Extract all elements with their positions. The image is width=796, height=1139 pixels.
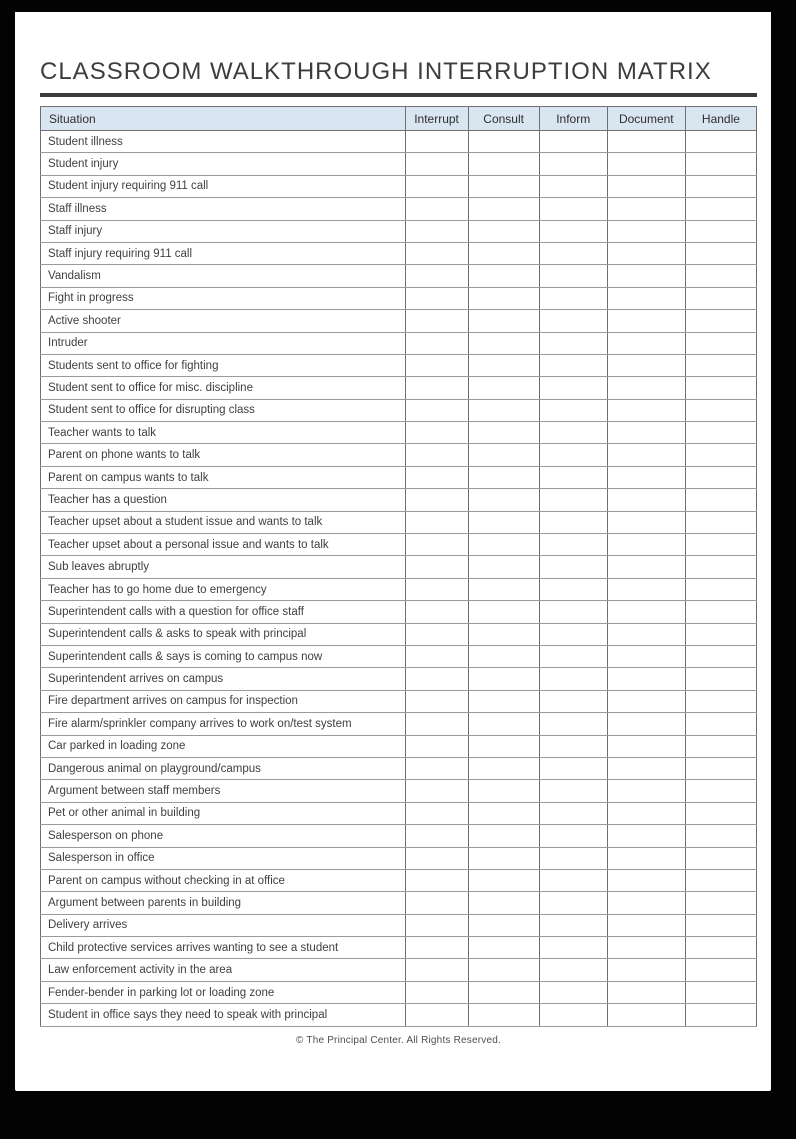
table-row <box>41 668 757 690</box>
interrupt-cell <box>405 713 468 735</box>
interrupt-cell <box>405 489 468 511</box>
situation-cell: Teacher has to go home due to emergency <box>41 578 406 600</box>
consult-cell <box>468 668 539 690</box>
consult-cell <box>468 757 539 779</box>
interrupt-cell <box>405 825 468 847</box>
interrupt-cell <box>405 242 468 264</box>
inform-cell <box>539 892 607 914</box>
inform-cell <box>539 377 607 399</box>
table-row <box>41 959 757 981</box>
consult-cell <box>468 399 539 421</box>
interrupt-cell <box>405 287 468 309</box>
consult-cell <box>468 825 539 847</box>
handle-cell <box>685 780 756 802</box>
page-content <box>40 12 757 1046</box>
interrupt-cell <box>405 377 468 399</box>
situation-cell: Law enforcement activity in the area <box>41 959 406 981</box>
inform-cell <box>539 287 607 309</box>
table-row <box>41 757 757 779</box>
inform-cell <box>539 668 607 690</box>
document-cell <box>607 489 685 511</box>
document-cell <box>607 645 685 667</box>
handle-cell <box>685 735 756 757</box>
interrupt-cell <box>405 1004 468 1026</box>
consult-cell <box>468 198 539 220</box>
inform-cell <box>539 175 607 197</box>
column-header-consult: Consult <box>468 107 539 131</box>
consult-cell <box>468 534 539 556</box>
handle-cell <box>685 422 756 444</box>
inform-cell <box>539 556 607 578</box>
interrupt-cell <box>405 422 468 444</box>
document-cell <box>607 780 685 802</box>
handle-cell <box>685 287 756 309</box>
table-row <box>41 892 757 914</box>
consult-cell <box>468 623 539 645</box>
inform-cell <box>539 623 607 645</box>
consult-cell <box>468 377 539 399</box>
document-cell <box>607 825 685 847</box>
table-row <box>41 265 757 287</box>
consult-cell <box>468 310 539 332</box>
document-cell <box>607 310 685 332</box>
handle-cell <box>685 354 756 376</box>
table-row <box>41 287 757 309</box>
document-cell <box>607 668 685 690</box>
consult-cell <box>468 959 539 981</box>
consult-cell <box>468 153 539 175</box>
table-row <box>41 511 757 533</box>
consult-cell <box>468 242 539 264</box>
table-row <box>41 869 757 891</box>
situation-cell: Parent on phone wants to talk <box>41 444 406 466</box>
inform-cell <box>539 959 607 981</box>
situation-cell: Student injury <box>41 153 406 175</box>
inform-cell <box>539 220 607 242</box>
table-row <box>41 780 757 802</box>
interrupt-cell <box>405 668 468 690</box>
situation-cell: Staff injury <box>41 220 406 242</box>
situation-cell: Sub leaves abruptly <box>41 556 406 578</box>
table-row <box>41 1004 757 1026</box>
interrupt-cell <box>405 869 468 891</box>
table-row <box>41 310 757 332</box>
consult-cell <box>468 220 539 242</box>
inform-cell <box>539 869 607 891</box>
situation-cell: Argument between staff members <box>41 780 406 802</box>
inform-cell <box>539 131 607 153</box>
consult-cell <box>468 780 539 802</box>
inform-cell <box>539 242 607 264</box>
handle-cell <box>685 623 756 645</box>
handle-cell <box>685 489 756 511</box>
inform-cell <box>539 399 607 421</box>
situation-cell: Child protective services arrives wanting to see a student <box>41 937 406 959</box>
handle-cell <box>685 556 756 578</box>
document-cell <box>607 399 685 421</box>
situation-cell: Salesperson in office <box>41 847 406 869</box>
document-cell <box>607 265 685 287</box>
handle-cell <box>685 444 756 466</box>
situation-cell: Teacher has a question <box>41 489 406 511</box>
document-cell <box>607 847 685 869</box>
document-cell <box>607 131 685 153</box>
table-row <box>41 623 757 645</box>
inform-cell <box>539 645 607 667</box>
situation-cell: Staff injury requiring 911 call <box>41 242 406 264</box>
handle-cell <box>685 175 756 197</box>
situation-cell: Active shooter <box>41 310 406 332</box>
interrupt-cell <box>405 601 468 623</box>
situation-cell: Student in office says they need to speak with principal <box>41 1004 406 1026</box>
handle-cell <box>685 242 756 264</box>
page-title: CLASSROOM WALKTHROUGH INTERRUPTION MATRIX <box>40 58 712 85</box>
copyright-note: © The Principal Center. All Rights Reserved. <box>296 1034 501 1046</box>
interrupt-cell <box>405 690 468 712</box>
interrupt-cell <box>405 780 468 802</box>
handle-cell <box>685 869 756 891</box>
consult-cell <box>468 354 539 376</box>
consult-cell <box>468 578 539 600</box>
column-header-handle: Handle <box>685 107 756 131</box>
situation-cell: Teacher upset about a student issue and wants to talk <box>41 511 406 533</box>
document-page <box>15 12 771 1091</box>
inform-cell <box>539 601 607 623</box>
document-cell <box>607 444 685 466</box>
inform-cell <box>539 489 607 511</box>
table-row <box>41 802 757 824</box>
handle-cell <box>685 1004 756 1026</box>
header-row <box>41 107 757 131</box>
handle-cell <box>685 847 756 869</box>
handle-cell <box>685 198 756 220</box>
inform-cell <box>539 444 607 466</box>
document-cell <box>607 556 685 578</box>
handle-cell <box>685 377 756 399</box>
handle-cell <box>685 757 756 779</box>
handle-cell <box>685 601 756 623</box>
interrupt-cell <box>405 757 468 779</box>
situation-cell: Students sent to office for fighting <box>41 354 406 376</box>
table-row <box>41 489 757 511</box>
inform-cell <box>539 354 607 376</box>
document-cell <box>607 623 685 645</box>
inform-cell <box>539 153 607 175</box>
consult-cell <box>468 466 539 488</box>
handle-cell <box>685 981 756 1003</box>
table-body <box>41 131 757 1027</box>
inform-cell <box>539 937 607 959</box>
document-cell <box>607 892 685 914</box>
document-cell <box>607 198 685 220</box>
interrupt-cell <box>405 534 468 556</box>
interrupt-cell <box>405 645 468 667</box>
consult-cell <box>468 332 539 354</box>
inform-cell <box>539 914 607 936</box>
table-row <box>41 332 757 354</box>
interrupt-cell <box>405 354 468 376</box>
inform-cell <box>539 466 607 488</box>
situation-cell: Car parked in loading zone <box>41 735 406 757</box>
situation-cell: Fire department arrives on campus for inspection <box>41 690 406 712</box>
inform-cell <box>539 735 607 757</box>
situation-cell: Fire alarm/sprinkler company arrives to work on/test system <box>41 713 406 735</box>
consult-cell <box>468 131 539 153</box>
inform-cell <box>539 422 607 444</box>
interrupt-cell <box>405 802 468 824</box>
table-row <box>41 242 757 264</box>
interrupt-cell <box>405 131 468 153</box>
interrupt-cell <box>405 153 468 175</box>
situation-cell: Dangerous animal on playground/campus <box>41 757 406 779</box>
interrupt-cell <box>405 399 468 421</box>
document-cell <box>607 153 685 175</box>
document-cell <box>607 242 685 264</box>
inform-cell <box>539 534 607 556</box>
interrupt-cell <box>405 466 468 488</box>
handle-cell <box>685 310 756 332</box>
document-cell <box>607 914 685 936</box>
handle-cell <box>685 265 756 287</box>
table-row <box>41 981 757 1003</box>
inform-cell <box>539 825 607 847</box>
consult-cell <box>468 556 539 578</box>
handle-cell <box>685 534 756 556</box>
table-row <box>41 198 757 220</box>
situation-cell: Teacher upset about a personal issue and wants to talk <box>41 534 406 556</box>
column-header-situation: Situation <box>41 107 406 131</box>
interrupt-cell <box>405 511 468 533</box>
consult-cell <box>468 892 539 914</box>
situation-cell: Intruder <box>41 332 406 354</box>
inform-cell <box>539 757 607 779</box>
table-row <box>41 937 757 959</box>
table-row <box>41 175 757 197</box>
situation-cell: Vandalism <box>41 265 406 287</box>
situation-cell: Superintendent arrives on campus <box>41 668 406 690</box>
table-row <box>41 399 757 421</box>
column-header-inform: Inform <box>539 107 607 131</box>
document-cell <box>607 959 685 981</box>
table-row <box>41 466 757 488</box>
inform-cell <box>539 198 607 220</box>
document-cell <box>607 981 685 1003</box>
consult-cell <box>468 802 539 824</box>
consult-cell <box>468 489 539 511</box>
situation-cell: Argument between parents in building <box>41 892 406 914</box>
inform-cell <box>539 847 607 869</box>
table-row <box>41 690 757 712</box>
table-row <box>41 131 757 153</box>
table-row <box>41 713 757 735</box>
situation-cell: Superintendent calls & says is coming to campus now <box>41 645 406 667</box>
handle-cell <box>685 713 756 735</box>
inform-cell <box>539 780 607 802</box>
table-row <box>41 220 757 242</box>
handle-cell <box>685 511 756 533</box>
consult-cell <box>468 847 539 869</box>
inform-cell <box>539 1004 607 1026</box>
interrupt-cell <box>405 198 468 220</box>
document-cell <box>607 869 685 891</box>
inform-cell <box>539 981 607 1003</box>
handle-cell <box>685 690 756 712</box>
document-cell <box>607 601 685 623</box>
document-cell <box>607 511 685 533</box>
handle-cell <box>685 825 756 847</box>
interrupt-cell <box>405 556 468 578</box>
situation-cell: Student sent to office for disrupting class <box>41 399 406 421</box>
handle-cell <box>685 466 756 488</box>
interrupt-cell <box>405 444 468 466</box>
table-row <box>41 354 757 376</box>
consult-cell <box>468 937 539 959</box>
situation-cell: Student illness <box>41 131 406 153</box>
title-underline <box>40 93 757 97</box>
inform-cell <box>539 511 607 533</box>
document-cell <box>607 1004 685 1026</box>
document-cell <box>607 354 685 376</box>
handle-cell <box>685 153 756 175</box>
table-row <box>41 735 757 757</box>
handle-cell <box>685 131 756 153</box>
interrupt-cell <box>405 735 468 757</box>
consult-cell <box>468 713 539 735</box>
interrupt-cell <box>405 981 468 1003</box>
interrupt-cell <box>405 332 468 354</box>
handle-cell <box>685 332 756 354</box>
document-cell <box>607 422 685 444</box>
table-row <box>41 444 757 466</box>
interrupt-cell <box>405 310 468 332</box>
situation-cell: Student sent to office for misc. discipline <box>41 377 406 399</box>
handle-cell <box>685 914 756 936</box>
situation-cell: Parent on campus wants to talk <box>41 466 406 488</box>
handle-cell <box>685 802 756 824</box>
handle-cell <box>685 959 756 981</box>
situation-cell: Superintendent calls & asks to speak with principal <box>41 623 406 645</box>
consult-cell <box>468 444 539 466</box>
document-cell <box>607 377 685 399</box>
handle-cell <box>685 937 756 959</box>
interrupt-cell <box>405 220 468 242</box>
consult-cell <box>468 511 539 533</box>
consult-cell <box>468 601 539 623</box>
inform-cell <box>539 310 607 332</box>
handle-cell <box>685 399 756 421</box>
consult-cell <box>468 265 539 287</box>
table-header <box>41 107 757 131</box>
interrupt-cell <box>405 847 468 869</box>
situation-cell: Teacher wants to talk <box>41 422 406 444</box>
document-cell <box>607 735 685 757</box>
interrupt-cell <box>405 937 468 959</box>
table-row <box>41 645 757 667</box>
consult-cell <box>468 645 539 667</box>
consult-cell <box>468 690 539 712</box>
interrupt-cell <box>405 578 468 600</box>
inform-cell <box>539 265 607 287</box>
interrupt-cell <box>405 175 468 197</box>
consult-cell <box>468 287 539 309</box>
document-cell <box>607 534 685 556</box>
interrupt-cell <box>405 265 468 287</box>
situation-cell: Salesperson on phone <box>41 825 406 847</box>
table-row <box>41 534 757 556</box>
situation-cell: Staff illness <box>41 198 406 220</box>
situation-cell: Student injury requiring 911 call <box>41 175 406 197</box>
column-header-interrupt: Interrupt <box>405 107 468 131</box>
document-cell <box>607 578 685 600</box>
consult-cell <box>468 914 539 936</box>
document-cell <box>607 332 685 354</box>
document-cell <box>607 713 685 735</box>
table-row <box>41 377 757 399</box>
table-row <box>41 153 757 175</box>
interruption-matrix-table <box>40 106 757 1027</box>
situation-cell: Delivery arrives <box>41 914 406 936</box>
document-cell <box>607 466 685 488</box>
interrupt-cell <box>405 892 468 914</box>
document-cell <box>607 287 685 309</box>
consult-cell <box>468 175 539 197</box>
table-row <box>41 847 757 869</box>
document-cell <box>607 690 685 712</box>
situation-cell: Pet or other animal in building <box>41 802 406 824</box>
interrupt-cell <box>405 914 468 936</box>
inform-cell <box>539 802 607 824</box>
consult-cell <box>468 1004 539 1026</box>
consult-cell <box>468 981 539 1003</box>
handle-cell <box>685 645 756 667</box>
interrupt-cell <box>405 623 468 645</box>
table-row <box>41 825 757 847</box>
table-row <box>41 422 757 444</box>
document-cell <box>607 220 685 242</box>
interrupt-cell <box>405 959 468 981</box>
handle-cell <box>685 578 756 600</box>
table-row <box>41 601 757 623</box>
document-cell <box>607 175 685 197</box>
table-row <box>41 578 757 600</box>
document-cell <box>607 937 685 959</box>
handle-cell <box>685 220 756 242</box>
situation-cell: Parent on campus without checking in at office <box>41 869 406 891</box>
document-cell <box>607 802 685 824</box>
table-row <box>41 914 757 936</box>
table-row <box>41 556 757 578</box>
consult-cell <box>468 869 539 891</box>
handle-cell <box>685 668 756 690</box>
inform-cell <box>539 690 607 712</box>
consult-cell <box>468 735 539 757</box>
inform-cell <box>539 578 607 600</box>
column-header-document: Document <box>607 107 685 131</box>
handle-cell <box>685 892 756 914</box>
inform-cell <box>539 332 607 354</box>
situation-cell: Superintendent calls with a question for office staff <box>41 601 406 623</box>
consult-cell <box>468 422 539 444</box>
situation-cell: Fender-bender in parking lot or loading zone <box>41 981 406 1003</box>
inform-cell <box>539 713 607 735</box>
situation-cell: Fight in progress <box>41 287 406 309</box>
document-cell <box>607 757 685 779</box>
